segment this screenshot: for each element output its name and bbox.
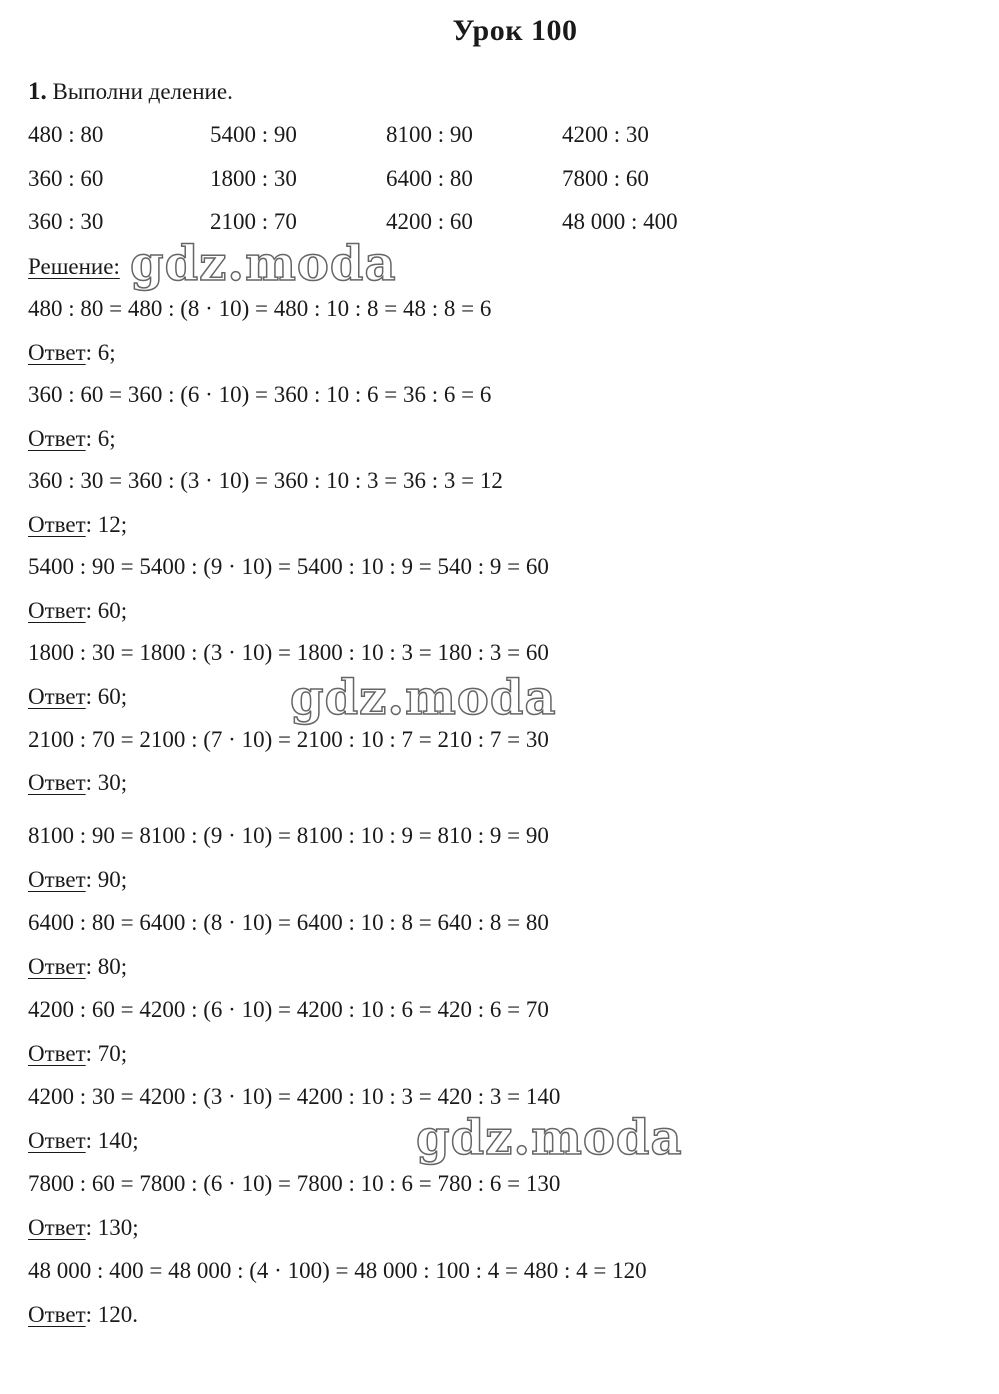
answer-value: : 140; bbox=[85, 1128, 139, 1153]
task-header bbox=[28, 78, 233, 106]
answer-value: : 60; bbox=[85, 598, 128, 623]
answer-line bbox=[28, 426, 116, 452]
problem-item: 6400 : 80 bbox=[386, 166, 473, 191]
problem-item: 5400 : 90 bbox=[210, 122, 297, 147]
answer-label: Ответ bbox=[28, 598, 86, 623]
page-title: Урок 100 bbox=[452, 14, 578, 47]
task-number: 1. bbox=[28, 78, 47, 105]
solution-equation: 4200 : 60 = 4200 : (6 · 10) = 4200 : 10 : 6 = 420 : 6 = 70 bbox=[28, 997, 549, 1022]
answer-label: Ответ bbox=[28, 1128, 86, 1153]
answer-label: Ответ bbox=[28, 512, 86, 537]
answer-line bbox=[28, 598, 127, 624]
problem-item: 4200 : 30 bbox=[562, 122, 649, 147]
problem-item: 7800 : 60 bbox=[562, 166, 649, 191]
answer-line bbox=[28, 340, 116, 366]
solution-equation: 4200 : 30 = 4200 : (3 · 10) = 4200 : 10 : 3 = 420 : 3 = 140 bbox=[28, 1084, 561, 1109]
answer-label: Ответ bbox=[28, 426, 86, 451]
problem-item: 480 : 80 bbox=[28, 122, 104, 147]
answer-line bbox=[28, 1041, 127, 1067]
solution-equation: 5400 : 90 = 5400 : (9 · 10) = 5400 : 10 : 9 = 540 : 9 = 60 bbox=[28, 554, 549, 579]
answer-line bbox=[28, 1128, 139, 1154]
solution-equation: 360 : 60 = 360 : (6 · 10) = 360 : 10 : 6 = 36 : 6 = 6 bbox=[28, 382, 492, 407]
answer-value: : 12; bbox=[85, 512, 128, 537]
answer-label: Ответ bbox=[28, 954, 86, 979]
answer-label: Ответ bbox=[28, 1302, 86, 1327]
answer-value: : 80; bbox=[85, 954, 128, 979]
answer-line bbox=[28, 954, 127, 980]
answer-label: Ответ bbox=[28, 1215, 86, 1240]
problem-item: 1800 : 30 bbox=[210, 166, 297, 191]
answer-value: : 30; bbox=[85, 770, 128, 795]
task-instruction: Выполни деление. bbox=[52, 79, 233, 104]
answer-label: Ответ bbox=[28, 1041, 86, 1066]
answer-value: : 60; bbox=[85, 684, 128, 709]
problem-item: 48 000 : 400 bbox=[562, 209, 678, 234]
answer-line bbox=[28, 770, 127, 796]
answer-line bbox=[28, 867, 127, 893]
problem-item: 360 : 60 bbox=[28, 166, 104, 191]
answer-value: : 90; bbox=[85, 867, 128, 892]
solution-equation: 480 : 80 = 480 : (8 · 10) = 480 : 10 : 8 = 48 : 8 = 6 bbox=[28, 296, 492, 321]
watermark-text: gdz.moda bbox=[130, 236, 397, 292]
answer-label: Ответ bbox=[28, 867, 86, 892]
answer-value: : 6; bbox=[85, 426, 116, 451]
answer-line bbox=[28, 1302, 138, 1328]
answer-value: : 120. bbox=[85, 1302, 139, 1327]
solution-label: Решение: bbox=[28, 254, 120, 279]
answer-line bbox=[28, 684, 127, 710]
problem-item: 360 : 30 bbox=[28, 209, 104, 234]
answer-value: : 130; bbox=[85, 1215, 139, 1240]
solution-equation: 360 : 30 = 360 : (3 · 10) = 360 : 10 : 3 = 36 : 3 = 12 bbox=[28, 468, 503, 493]
answer-value: : 70; bbox=[85, 1041, 128, 1066]
answer-label: Ответ bbox=[28, 770, 86, 795]
answer-line bbox=[28, 512, 127, 538]
solution-equation: 6400 : 80 = 6400 : (8 · 10) = 6400 : 10 : 8 = 640 : 8 = 80 bbox=[28, 910, 549, 935]
answer-value: : 6; bbox=[85, 340, 116, 365]
watermark-text: gdz.moda bbox=[416, 1110, 683, 1166]
problem-item: 8100 : 90 bbox=[386, 122, 473, 147]
answer-line bbox=[28, 1215, 139, 1241]
solution-equation: 8100 : 90 = 8100 : (9 · 10) = 8100 : 10 : 9 = 810 : 9 = 90 bbox=[28, 823, 549, 848]
solution-equation: 48 000 : 400 = 48 000 : (4 · 100) = 48 000 : 100 : 4 = 480 : 4 = 120 bbox=[28, 1258, 647, 1283]
answer-label: Ответ bbox=[28, 340, 86, 365]
answer-label: Ответ bbox=[28, 684, 86, 709]
solution-equation: 1800 : 30 = 1800 : (3 · 10) = 1800 : 10 : 3 = 180 : 3 = 60 bbox=[28, 640, 549, 665]
problem-item: 4200 : 60 bbox=[386, 209, 473, 234]
solution-equation: 2100 : 70 = 2100 : (7 · 10) = 2100 : 10 : 7 = 210 : 7 = 30 bbox=[28, 727, 549, 752]
watermark-text: gdz.moda bbox=[290, 670, 557, 726]
problem-item: 2100 : 70 bbox=[210, 209, 297, 234]
solution-equation: 7800 : 60 = 7800 : (6 · 10) = 7800 : 10 : 6 = 780 : 6 = 130 bbox=[28, 1171, 561, 1196]
